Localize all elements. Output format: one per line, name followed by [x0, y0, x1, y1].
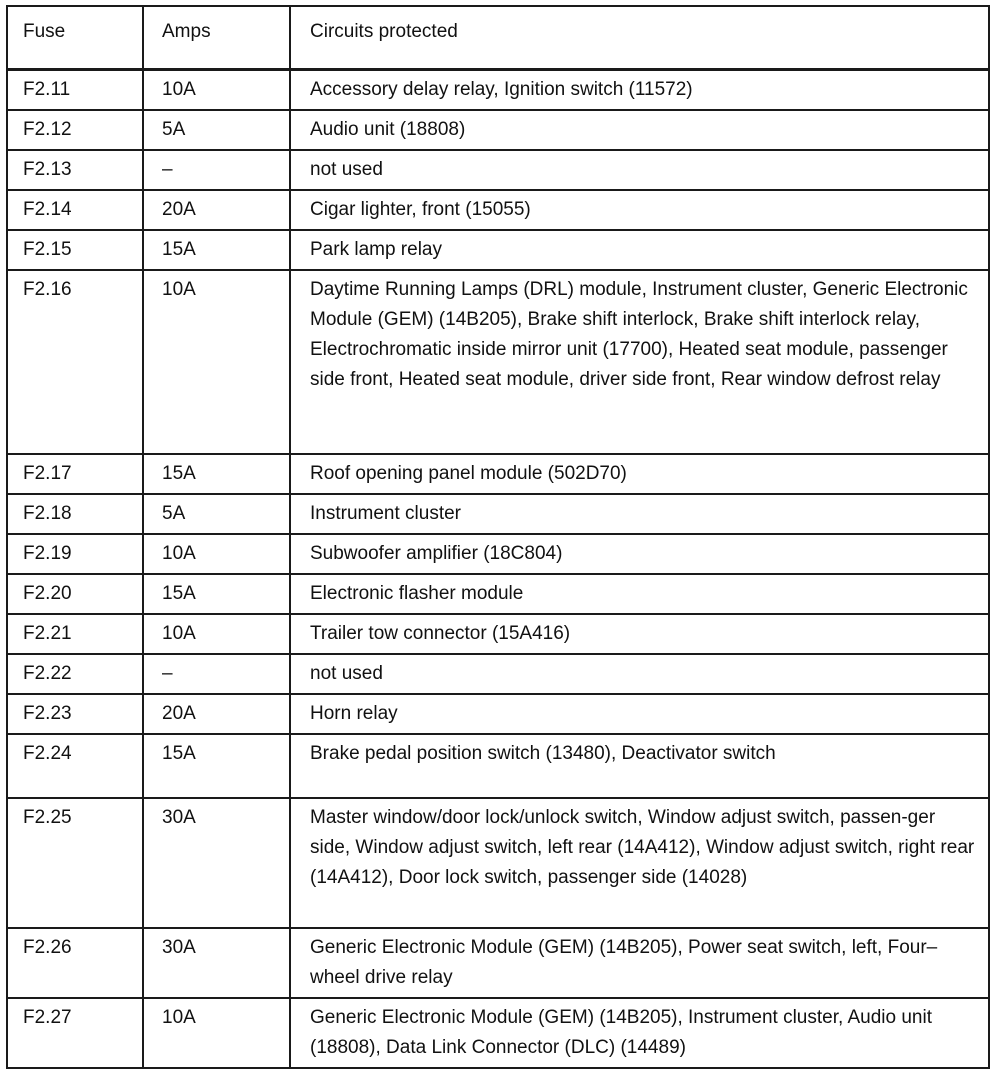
amps-cell: 10A [143, 270, 290, 454]
circuits-cell: Subwoofer amplifier (18C804) [290, 534, 989, 574]
table-row [7, 70, 989, 111]
amps-cell: – [143, 150, 290, 190]
amps-cell: 20A [143, 190, 290, 230]
table-row [7, 614, 989, 654]
circuits-cell: Accessory delay relay, Ignition switch (11572) [290, 70, 989, 111]
table-row [7, 694, 989, 734]
fuse-cell: F2.25 [7, 798, 143, 928]
circuits-cell: Instrument cluster [290, 494, 989, 534]
table-row [7, 928, 989, 998]
table-row [7, 798, 989, 928]
circuits-cell: Generic Electronic Module (GEM) (14B205), Instrument cluster, Audio unit (18808), Data Link Connector (DLC) (14489) [290, 998, 989, 1068]
fuse-cell: F2.26 [7, 928, 143, 998]
circuits-cell: Park lamp relay [290, 230, 989, 270]
fuse-cell: F2.13 [7, 150, 143, 190]
table-row [7, 734, 989, 798]
circuits-cell: Master window/door lock/unlock switch, Window adjust switch, passen-ger side, Window adjust switch, left rear (14A412), Window adjust switch, right rear (14A412), Door lock switch, passenger side (14028) [290, 798, 989, 928]
fuse-cell: F2.15 [7, 230, 143, 270]
header-row [7, 6, 989, 70]
amps-cell: 15A [143, 230, 290, 270]
circuits-cell: Generic Electronic Module (GEM) (14B205), Power seat switch, left, Four–wheel drive relay [290, 928, 989, 998]
circuits-cell: Electronic flasher module [290, 574, 989, 614]
circuits-cell: not used [290, 654, 989, 694]
fuse-cell: F2.18 [7, 494, 143, 534]
circuits-cell: Brake pedal position switch (13480), Deactivator switch [290, 734, 989, 798]
amps-cell: 10A [143, 534, 290, 574]
table-row [7, 190, 989, 230]
amps-cell: 10A [143, 614, 290, 654]
amps-cell: – [143, 654, 290, 694]
header-amps: Amps [143, 6, 290, 70]
amps-cell: 15A [143, 574, 290, 614]
fuse-cell: F2.16 [7, 270, 143, 454]
amps-cell: 30A [143, 798, 290, 928]
fuse-cell: F2.22 [7, 654, 143, 694]
fuse-cell: F2.19 [7, 534, 143, 574]
fuse-cell: F2.11 [7, 70, 143, 111]
header-fuse: Fuse [7, 6, 143, 70]
table-row [7, 574, 989, 614]
table-row [7, 494, 989, 534]
table-header [7, 6, 989, 70]
fuse-cell: F2.21 [7, 614, 143, 654]
fuse-cell: F2.14 [7, 190, 143, 230]
table-row [7, 454, 989, 494]
fuse-cell: F2.20 [7, 574, 143, 614]
amps-cell: 15A [143, 454, 290, 494]
table-row [7, 230, 989, 270]
circuits-cell: Horn relay [290, 694, 989, 734]
amps-cell: 10A [143, 998, 290, 1068]
table-row [7, 110, 989, 150]
fuse-cell: F2.23 [7, 694, 143, 734]
table-row [7, 270, 989, 454]
fuse-cell: F2.17 [7, 454, 143, 494]
fuse-cell: F2.27 [7, 998, 143, 1068]
table-row [7, 150, 989, 190]
table-row [7, 654, 989, 694]
circuits-cell: Trailer tow connector (15A416) [290, 614, 989, 654]
circuits-cell: Audio unit (18808) [290, 110, 989, 150]
amps-cell: 5A [143, 494, 290, 534]
amps-cell: 20A [143, 694, 290, 734]
amps-cell: 30A [143, 928, 290, 998]
amps-cell: 15A [143, 734, 290, 798]
fuse-cell: F2.12 [7, 110, 143, 150]
amps-cell: 5A [143, 110, 290, 150]
table-row [7, 534, 989, 574]
table-row [7, 998, 989, 1068]
circuits-cell: Cigar lighter, front (15055) [290, 190, 989, 230]
fuse-cell: F2.24 [7, 734, 143, 798]
header-circuits: Circuits protected [290, 6, 989, 70]
fuse-table [6, 5, 990, 1069]
table-body [7, 70, 989, 1069]
circuits-cell: Roof opening panel module (502D70) [290, 454, 989, 494]
circuits-cell: Daytime Running Lamps (DRL) module, Instrument cluster, Generic Electronic Module (GEM) (14B205), Brake shift interlock, Brake shift interlock relay, Electrochromatic inside mirror unit (17700), Heated seat module, passenger side front, Heated seat module, driver side front, Rear window defrost relay [290, 270, 989, 454]
circuits-cell: not used [290, 150, 989, 190]
amps-cell: 10A [143, 70, 290, 111]
